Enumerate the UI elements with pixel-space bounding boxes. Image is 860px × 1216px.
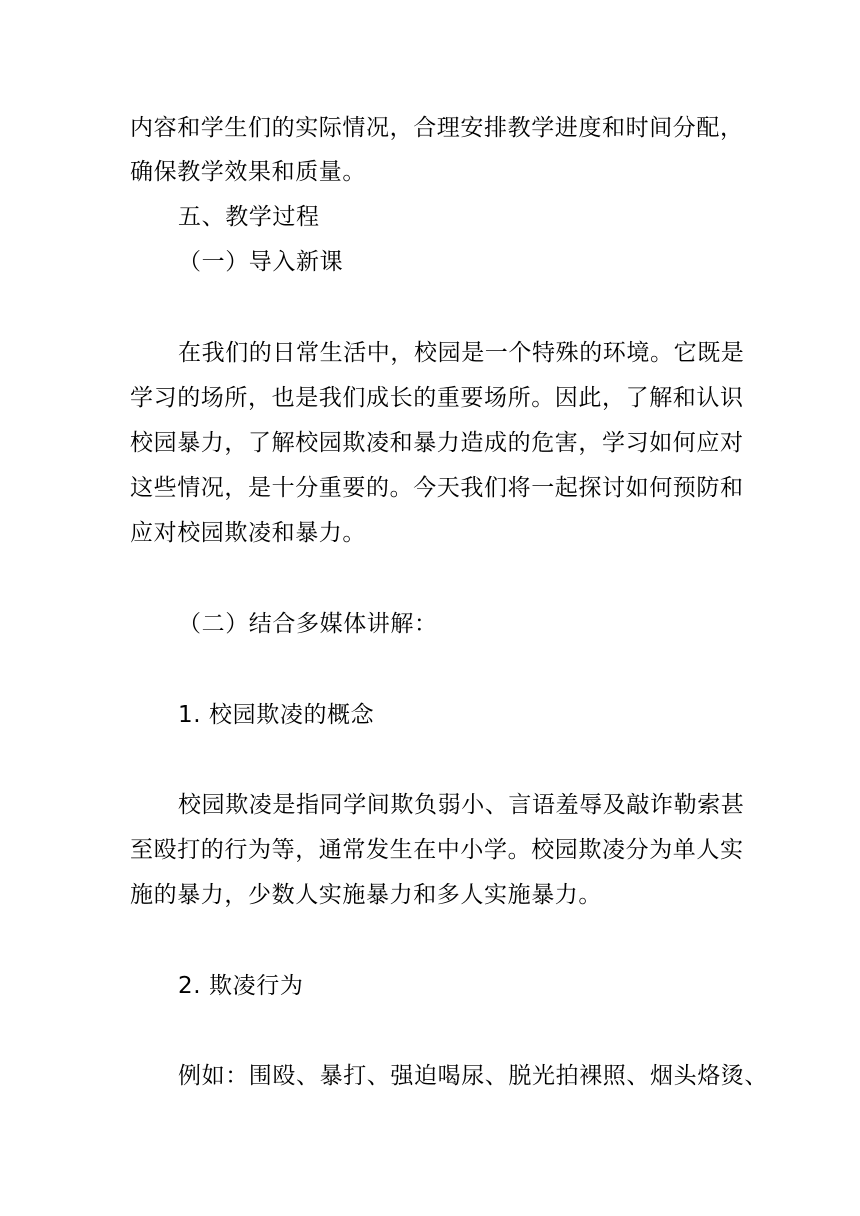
- paragraph-line: 校园暴力，了解校园欺凌和暴力造成的危害，学习如何应对: [130, 430, 744, 456]
- section-heading: 五、教学过程: [178, 204, 320, 230]
- paragraph-line: 施的暴力，少数人实施暴力和多人实施暴力。: [130, 882, 602, 908]
- subsection-heading: （一）导入新课: [178, 249, 344, 275]
- paragraph-line: 校园欺凌是指同学间欺负弱小、言语羞辱及敲诈勒索甚: [178, 792, 745, 818]
- paragraph-line: 这些情况，是十分重要的。今天我们将一起探讨如何预防和: [130, 475, 744, 501]
- numbered-heading: 2. 欺凌行为: [178, 973, 304, 999]
- numbered-heading: 1. 校园欺凌的概念: [178, 702, 375, 728]
- paragraph-line: 应对校园欺凌和暴力。: [130, 520, 366, 546]
- paragraph-line: 例如：围殴、暴打、强迫喝尿、脱光拍裸照、烟头烙烫、: [178, 1063, 768, 1089]
- paragraph-line: 内容和学生们的实际情况，合理安排教学进度和时间分配，: [130, 115, 744, 141]
- paragraph-line: 确保教学效果和质量。: [130, 159, 366, 185]
- paragraph-line: 学习的场所，也是我们成长的重要场所。因此，了解和认识: [130, 385, 744, 411]
- paragraph-line: 至殴打的行为等，通常发生在中小学。校园欺凌分为单人实: [130, 837, 744, 863]
- subsection-heading: （二）结合多媒体讲解：: [178, 611, 438, 637]
- paragraph-line: 在我们的日常生活中，校园是一个特殊的环境。它既是: [178, 340, 745, 366]
